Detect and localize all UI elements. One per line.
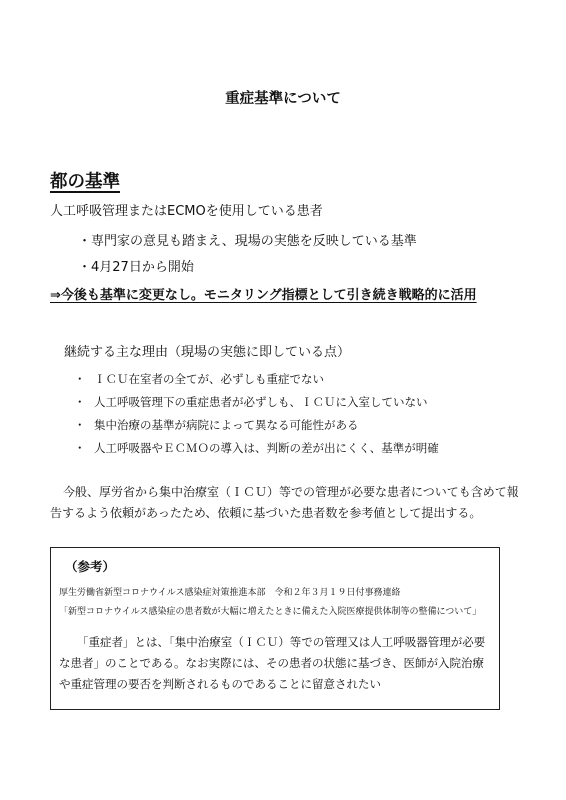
reasons-list — [74, 367, 439, 459]
bullet-marker: ・ — [74, 417, 86, 432]
bullet-marker: ・ — [74, 394, 86, 409]
reasons-heading: 継続する主な理由（現場の実態に即している点） — [64, 345, 351, 360]
list-item — [74, 436, 439, 459]
reference-source-line-2: 「新型コロナウイルス感染症の患者数が大幅に増えたときに備えた入院医療提供体制等の整備について」 — [59, 607, 482, 617]
criteria-lead-text: 人工呼吸管理またはECMOを使用している患者 — [50, 204, 323, 219]
list-item-text: 人工呼吸器やＥＣＭＯの導入は、判断の差が出にくく、基準が明確 — [94, 440, 439, 455]
list-item-text: ＩＣＵ在室者の全てが、必ずしも重症でない — [94, 371, 324, 386]
reference-label: （参考） — [65, 559, 116, 574]
list-item — [74, 367, 439, 390]
reference-box — [50, 547, 500, 710]
bullet-marker: ・ — [74, 371, 86, 386]
criteria-bullet-1: ・専門家の意見も踏まえ、現場の実態を反映している基準 — [78, 234, 417, 249]
list-item-text: 人工呼吸管理下の重症患者が必ずしも、ＩＣＵに入室していない — [94, 394, 428, 409]
list-item — [74, 413, 439, 436]
report-paragraph: 今般、厚労省から集中治療室（ＩＣＵ）等での管理が必要な患者についても含めて報告するよう依頼があったため、依頼に基づいた患者数を参考値として提出する。 — [50, 485, 519, 520]
reference-definition: 「重症者」とは、「集中治療室（ＩＣＵ）等での管理又は人工呼吸器管理が必要な患者」のことである。なお実際には、その患者の状態に基づき、医師が入院治療や重症管理の要否を判断されるものであることに留意されたい — [59, 635, 486, 691]
bullet-marker: ・ — [74, 440, 86, 455]
page-title: 重症基準について — [225, 91, 341, 107]
criteria-conclusion: ⇒今後も基準に変更なし。モニタリング指標として引き続き戦略的に活用 — [50, 288, 477, 303]
list-item-text: 集中治療の基準が病院によって異なる可能性がある — [94, 417, 359, 432]
list-item — [74, 390, 439, 413]
reference-source-line-1: 厚生労働省新型コロナウイルス感染症対策推進本部 令和２年３月１９日付事務連絡 — [59, 588, 401, 598]
criteria-bullet-2: ・4月27日から開始 — [78, 260, 194, 275]
section-heading: 都の基準 — [50, 172, 120, 192]
